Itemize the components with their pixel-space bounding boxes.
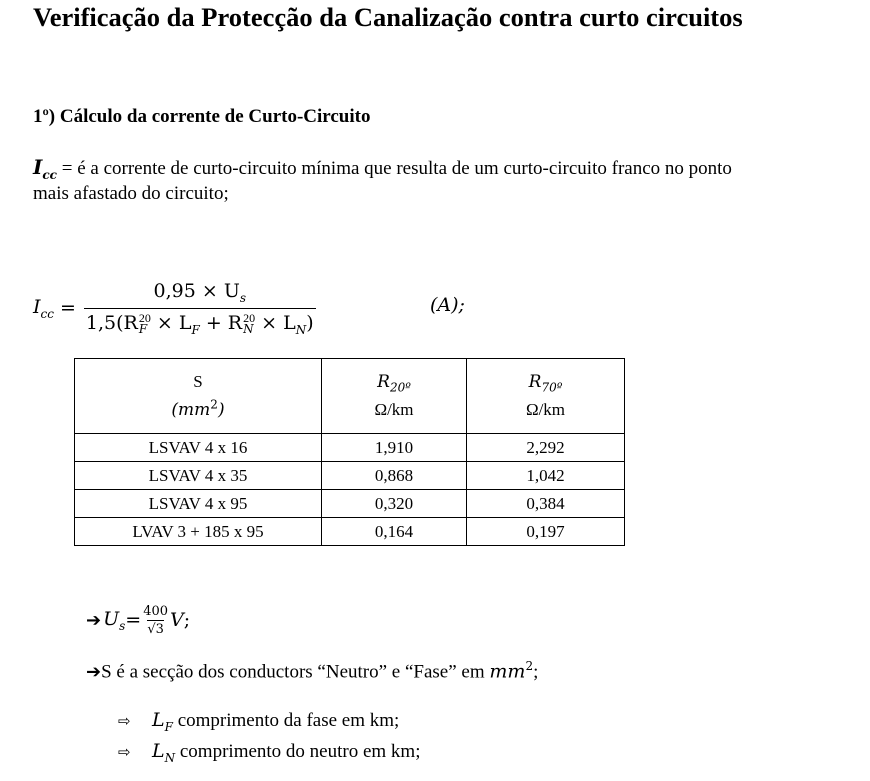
us-fraction: $\frac{400}{√3}$ (143, 603, 169, 637)
arrow-right-icon: ➔ (86, 661, 102, 683)
formula-denominator: 1,5(R 20 F × $L_F + R$ 20 N × $L_N$) (84, 308, 316, 337)
hollow-arrow-icon: ⇨ (118, 743, 131, 761)
icc-formula (33, 276, 316, 340)
intro-line-1: = é a corrente de curto-circuito mínima que resulta de um curto-circuito franco no ponto (61, 158, 732, 179)
formula-equals: = (59, 297, 76, 319)
bullet-section-definition: ➔S é a secção dos conductors “Neutro” e “Fase” em $mm^2$; (86, 659, 539, 683)
table-row: LSVAV 4 x 16 1,910 2,292 (75, 434, 625, 462)
formula-lhs: $I_{cc}$ (33, 295, 54, 321)
bullet-lf-definition: ⇨ $L_F$ comprimento da fase em km; (118, 709, 400, 734)
arrow-right-icon: ➔ (86, 609, 102, 631)
header-r20: $R_{20º}$ Ω/km (322, 359, 467, 434)
icc-symbol: $I_{cc}$ (33, 155, 57, 182)
table-row: LSVAV 4 x 35 0,868 1,042 (75, 462, 625, 490)
header-section: S $(mm^2)$ (75, 359, 322, 434)
formula-numerator: $0,95 \times U_s$ (153, 279, 247, 305)
section-heading: 1º) Cálculo da corrente de Curto-Circuito (33, 106, 371, 127)
table-header-row (75, 359, 625, 434)
hollow-arrow-icon: ⇨ (118, 712, 131, 730)
formula-unit: (A); (430, 294, 465, 316)
table-row: LVAV 3 + 185 x 95 0,164 0,197 (75, 518, 625, 546)
header-r70: $R_{70º}$ Ω/km (467, 359, 625, 434)
page-title: Verificação da Protecção da Canalização contra curto circuitos (33, 2, 743, 32)
intro-line-2: mais afastado do circuito; (33, 183, 229, 204)
formula-fraction (84, 280, 316, 337)
bullet-us-voltage: ➔ $U_s$ = $\frac{400}{√3}$ V ; (86, 603, 191, 637)
bullet-ln-definition: ⇨ $L_N$ comprimento do neutro em km; (118, 740, 421, 765)
table-row: LSVAV 4 x 95 0,320 0,384 (75, 490, 625, 518)
cable-resistance-table (74, 358, 625, 546)
